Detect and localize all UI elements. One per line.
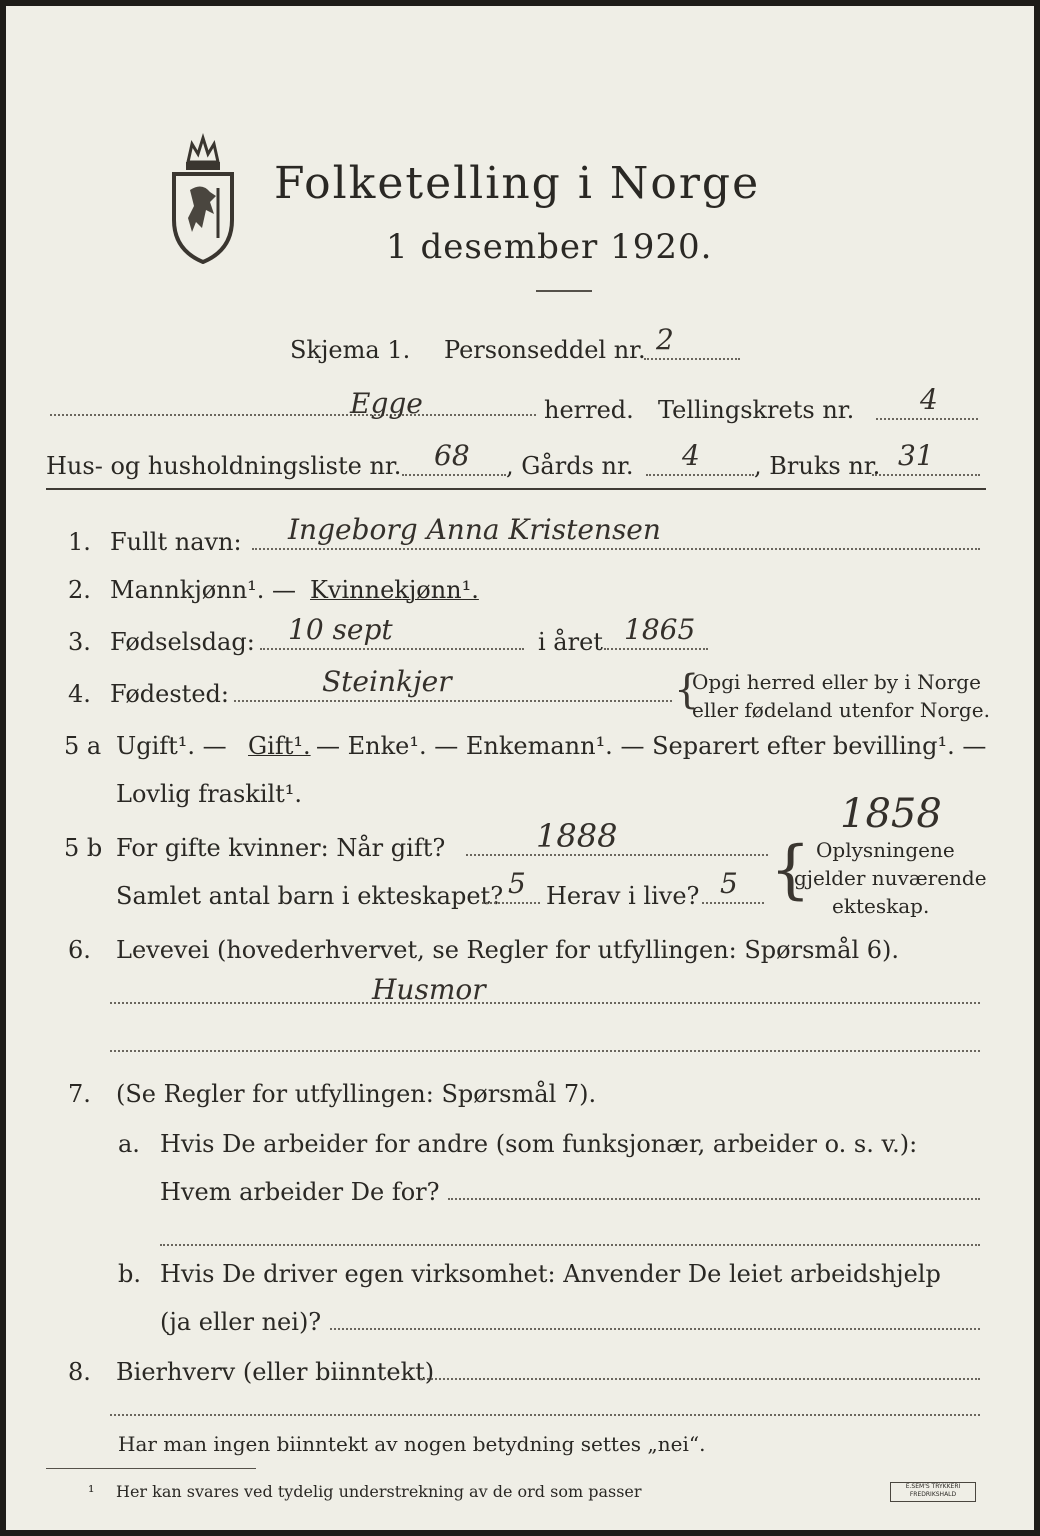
q3-value: 10 sept: [288, 613, 393, 646]
coat-of-arms-icon: [166, 132, 240, 264]
q5a-number: 5 a: [64, 732, 102, 760]
q7b-line: [330, 1328, 980, 1330]
q8-line-2: [110, 1414, 980, 1416]
q7-number: 7.: [68, 1080, 91, 1108]
q4-label: Fødested:: [110, 680, 229, 708]
q6-line-1: [110, 1002, 980, 1004]
q8-number: 8.: [68, 1358, 91, 1386]
footer-divider: [46, 1468, 256, 1469]
husliste-label: Hus- og husholdningsliste nr.: [46, 452, 402, 480]
q5b-note-2: gjelder nuværende: [794, 866, 987, 890]
q1-value: Ingeborg Anna Kristensen: [288, 513, 661, 546]
footer-note: Har man ingen biinntekt av nogen betydning settes „nei“.: [118, 1432, 706, 1456]
q3-year-line: [604, 648, 708, 650]
q3-number: 3.: [68, 628, 91, 656]
header-divider: [46, 488, 986, 490]
q3-label: Fødselsdag:: [110, 628, 255, 656]
q5b-children-label: Samlet antal barn i ekteskapet?: [116, 882, 504, 910]
q4-note-1: Opgi herred eller by i Norge: [692, 670, 981, 694]
q5b-number: 5 b: [64, 834, 103, 862]
footnote-number: ¹: [88, 1482, 95, 1501]
q5b-alive-value: 5: [720, 867, 738, 900]
q6-number: 6.: [68, 936, 91, 964]
q1-label: Fullt navn:: [110, 528, 242, 556]
q7-label: (Se Regler for utfyllingen: Spørsmål 7).: [116, 1080, 597, 1108]
tellingskrets-line: [876, 418, 978, 420]
husliste-line: [402, 474, 506, 476]
census-form: [6, 6, 1034, 1530]
q4-number: 4.: [68, 680, 91, 708]
form-title: Folketelling i Norge: [274, 158, 761, 209]
q2-female: Kvinnekjønn¹.: [310, 576, 479, 604]
q7a-number: a.: [118, 1130, 140, 1158]
q1-number: 1.: [68, 528, 91, 556]
footnote-text: Her kan svares ved tydelig understrekning av de ord som passer: [116, 1482, 642, 1501]
q4-line: [234, 700, 672, 702]
q6-label: Levevei (hovederhvervet, se Regler for utfyllingen: Spørsmål 6).: [116, 936, 900, 964]
q3-year-value: 1865: [624, 613, 696, 646]
q7b-label: Hvis De driver egen virksomhet: Anvender De leiet arbeidshjelp: [160, 1260, 941, 1288]
q5b-alive-label: Herav i live?: [546, 882, 700, 910]
bruks-value: 31: [898, 439, 934, 472]
q5b-children-value: 5: [508, 867, 526, 900]
herred-line: [50, 414, 536, 416]
skjema-label: Skjema 1.: [290, 336, 411, 364]
q4-value: Steinkjer: [322, 665, 452, 698]
q5b-value: 1888: [536, 817, 618, 855]
herred-label: herred.: [544, 396, 634, 424]
q5b-alive-line: [702, 902, 764, 904]
q7b-number: b.: [118, 1260, 141, 1288]
q7a-line-2: [160, 1244, 980, 1246]
gards-line: [646, 474, 754, 476]
q5b-note-1: Oplysningene: [816, 838, 955, 862]
q4-brace: {: [674, 667, 700, 713]
q2-male: Mannkjønn¹. —: [110, 576, 297, 604]
census-date: 1 desember 1920.: [386, 227, 713, 267]
q7a-line: [448, 1198, 980, 1200]
q3-year-label: i året: [538, 628, 603, 656]
tellingskrets-label: Tellingskrets nr.: [658, 396, 855, 424]
gards-label: , Gårds nr.: [506, 452, 634, 480]
q5a-gift: Gift¹.: [248, 732, 311, 760]
personseddel-line: [644, 358, 740, 360]
q5b-children-line: [482, 902, 540, 904]
q5a-ugift: Ugift¹. —: [116, 732, 227, 760]
q5a-rest: — Enke¹. — Enkemann¹. — Separert efter bevilling¹. —: [316, 732, 987, 760]
printer-stamp-text: E.SEM'S TRYKKERI FREDRIKSHALD: [905, 1483, 961, 1498]
bruks-label: , Bruks nr.: [754, 452, 881, 480]
q5b-label: For gifte kvinner: Når gift?: [116, 834, 446, 862]
q7a-label: Hvis De arbeider for andre (som funksjonær, arbeider o. s. v.):: [160, 1130, 918, 1158]
gards-value: 4: [682, 439, 700, 472]
q4-note-2: eller fødeland utenfor Norge.: [692, 698, 990, 722]
q5b-extra: 1858: [840, 791, 942, 837]
q2-number: 2.: [68, 576, 91, 604]
q5a-line2: Lovlig fraskilt¹.: [116, 780, 303, 808]
husliste-value: 68: [434, 439, 470, 472]
q6-line-2: [110, 1050, 980, 1052]
q5b-note-3: ekteskap.: [832, 894, 930, 918]
bruks-line: [872, 474, 980, 476]
q7a-line2: Hvem arbeider De for?: [160, 1178, 440, 1206]
herred-value: Egge: [350, 387, 423, 420]
q1-line: [252, 548, 980, 550]
personseddel-value: 2: [656, 323, 674, 356]
q3-line: [260, 648, 524, 650]
q6-value: Husmor: [372, 973, 486, 1006]
q8-label: Bierhverv (eller biinntekt): [116, 1358, 435, 1386]
q8-line: [420, 1378, 980, 1380]
tellingskrets-value: 4: [920, 383, 938, 416]
personseddel-label: Personseddel nr.: [444, 336, 646, 364]
q7b-line2: (ja eller nei)?: [160, 1308, 322, 1336]
title-divider: [536, 290, 592, 292]
printer-stamp: [890, 1482, 976, 1502]
q5b-line: [466, 854, 768, 856]
q5b-brace: {: [770, 833, 811, 907]
